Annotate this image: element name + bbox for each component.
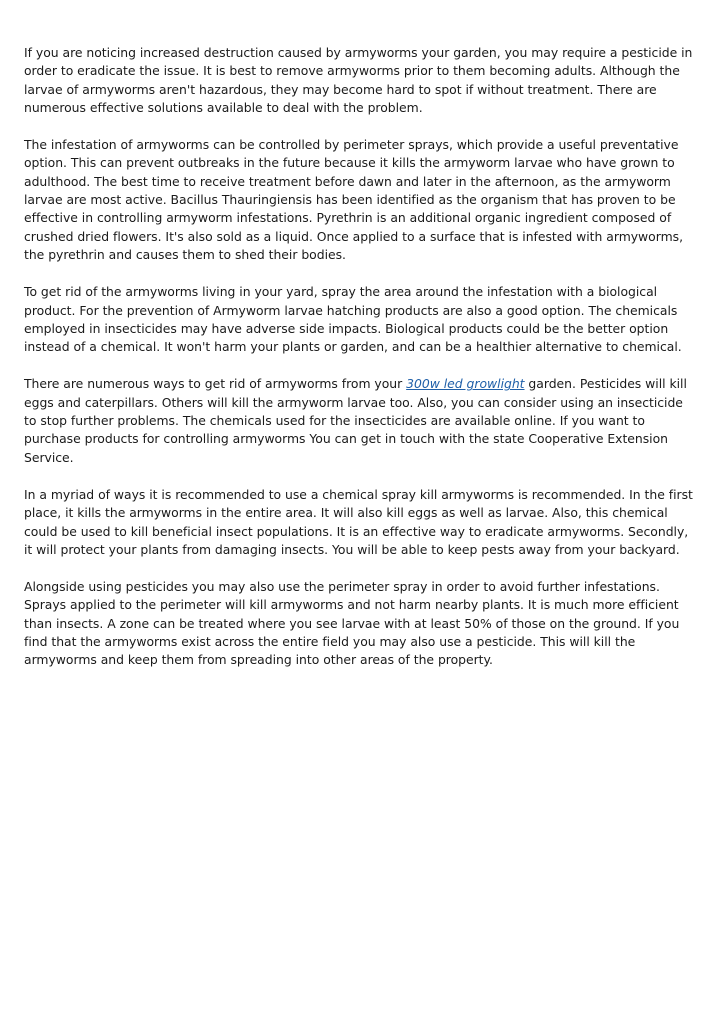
paragraph-2: The infestation of armyworms can be controlled by perimeter sprays, which provide a useful preventative option. This can prevent outbreaks in the future because it kills the armyworm larvae who have grown to adulthood. The best time to receive treatment before dawn and later in the afternoon, as the armyworm larvae are most active. Bacillus Thauringiensis has been identified as the organism that has proven to be effective in controlling armyworm infestations. Pyrethrin is an additional organic ingredient composed of crushed dried flowers. It's also sold as a liquid. Once applied to a surface that is infested with armyworms, the pyrethrin and causes them to shed their bodies. (24, 137, 683, 262)
paragraph-3: To get rid of the armyworms living in your yard, spray the area around the infestation with a biological product. For the prevention of Armyworm larvae hatching products are also a good option. The chemicals employed in insecticides may have adverse side impacts. Biological products could be the better option instead of a chemical. It won't harm your plants or garden, and can be a healthier alternative to chemical. (24, 284, 682, 355)
paragraph-1: If you are noticing increased destruction caused by armyworms your garden, you may require a pesticide in order to eradicate the issue. It is best to remove armyworms prior to them becoming adults. Although the larvae of armyworms aren't hazardous, they may become hard to spot if without treatment. There are numerous effective solutions available to deal with the problem. (24, 45, 693, 115)
paragraph-5: In a myriad of ways it is recommended to use a chemical spray kill armyworms is recommended. In the first place, it kills the armyworms in the entire area. It will also kill eggs as well as larvae. Also, this chemical could be used to kill beneficial insect populations. It is an effective way to eradicate armyworms. Secondly, it will protect your plants from damaging insects. You will be able to keep pests away from your backyard. (24, 486, 693, 557)
paragraph-6: Alongside using pesticides you may also use the perimeter spray in order to avoid further infestations. Sprays applied to the perimeter will kill armyworms and not harm nearby plants. It is much more efficient than insects. A zone can be treated where you see larvae with at least 50% of those on the ground. If you find that the armyworms exist across the entire field you may also use a pesticide. This will kill the armyworms and keep them from spreading into other areas of the property. (24, 579, 680, 668)
paragraph-4 (24, 375, 696, 466)
paragraph-4-text-after: garden. Pesticides will kill eggs and caterpillars. Others will kill the armyworm larvae too. Also, you can consider using an insecticide to stop further problems. The chemicals used for the insecticides are available online. If you want to purchase products for controlling armyworms You can get in touch with the state Cooperative Extension Service. (24, 376, 687, 465)
growlight-link[interactable]: 300w led growlight (406, 376, 525, 392)
paragraph-4-text-before: There are numerous ways to get rid of armyworms from your (24, 376, 407, 392)
